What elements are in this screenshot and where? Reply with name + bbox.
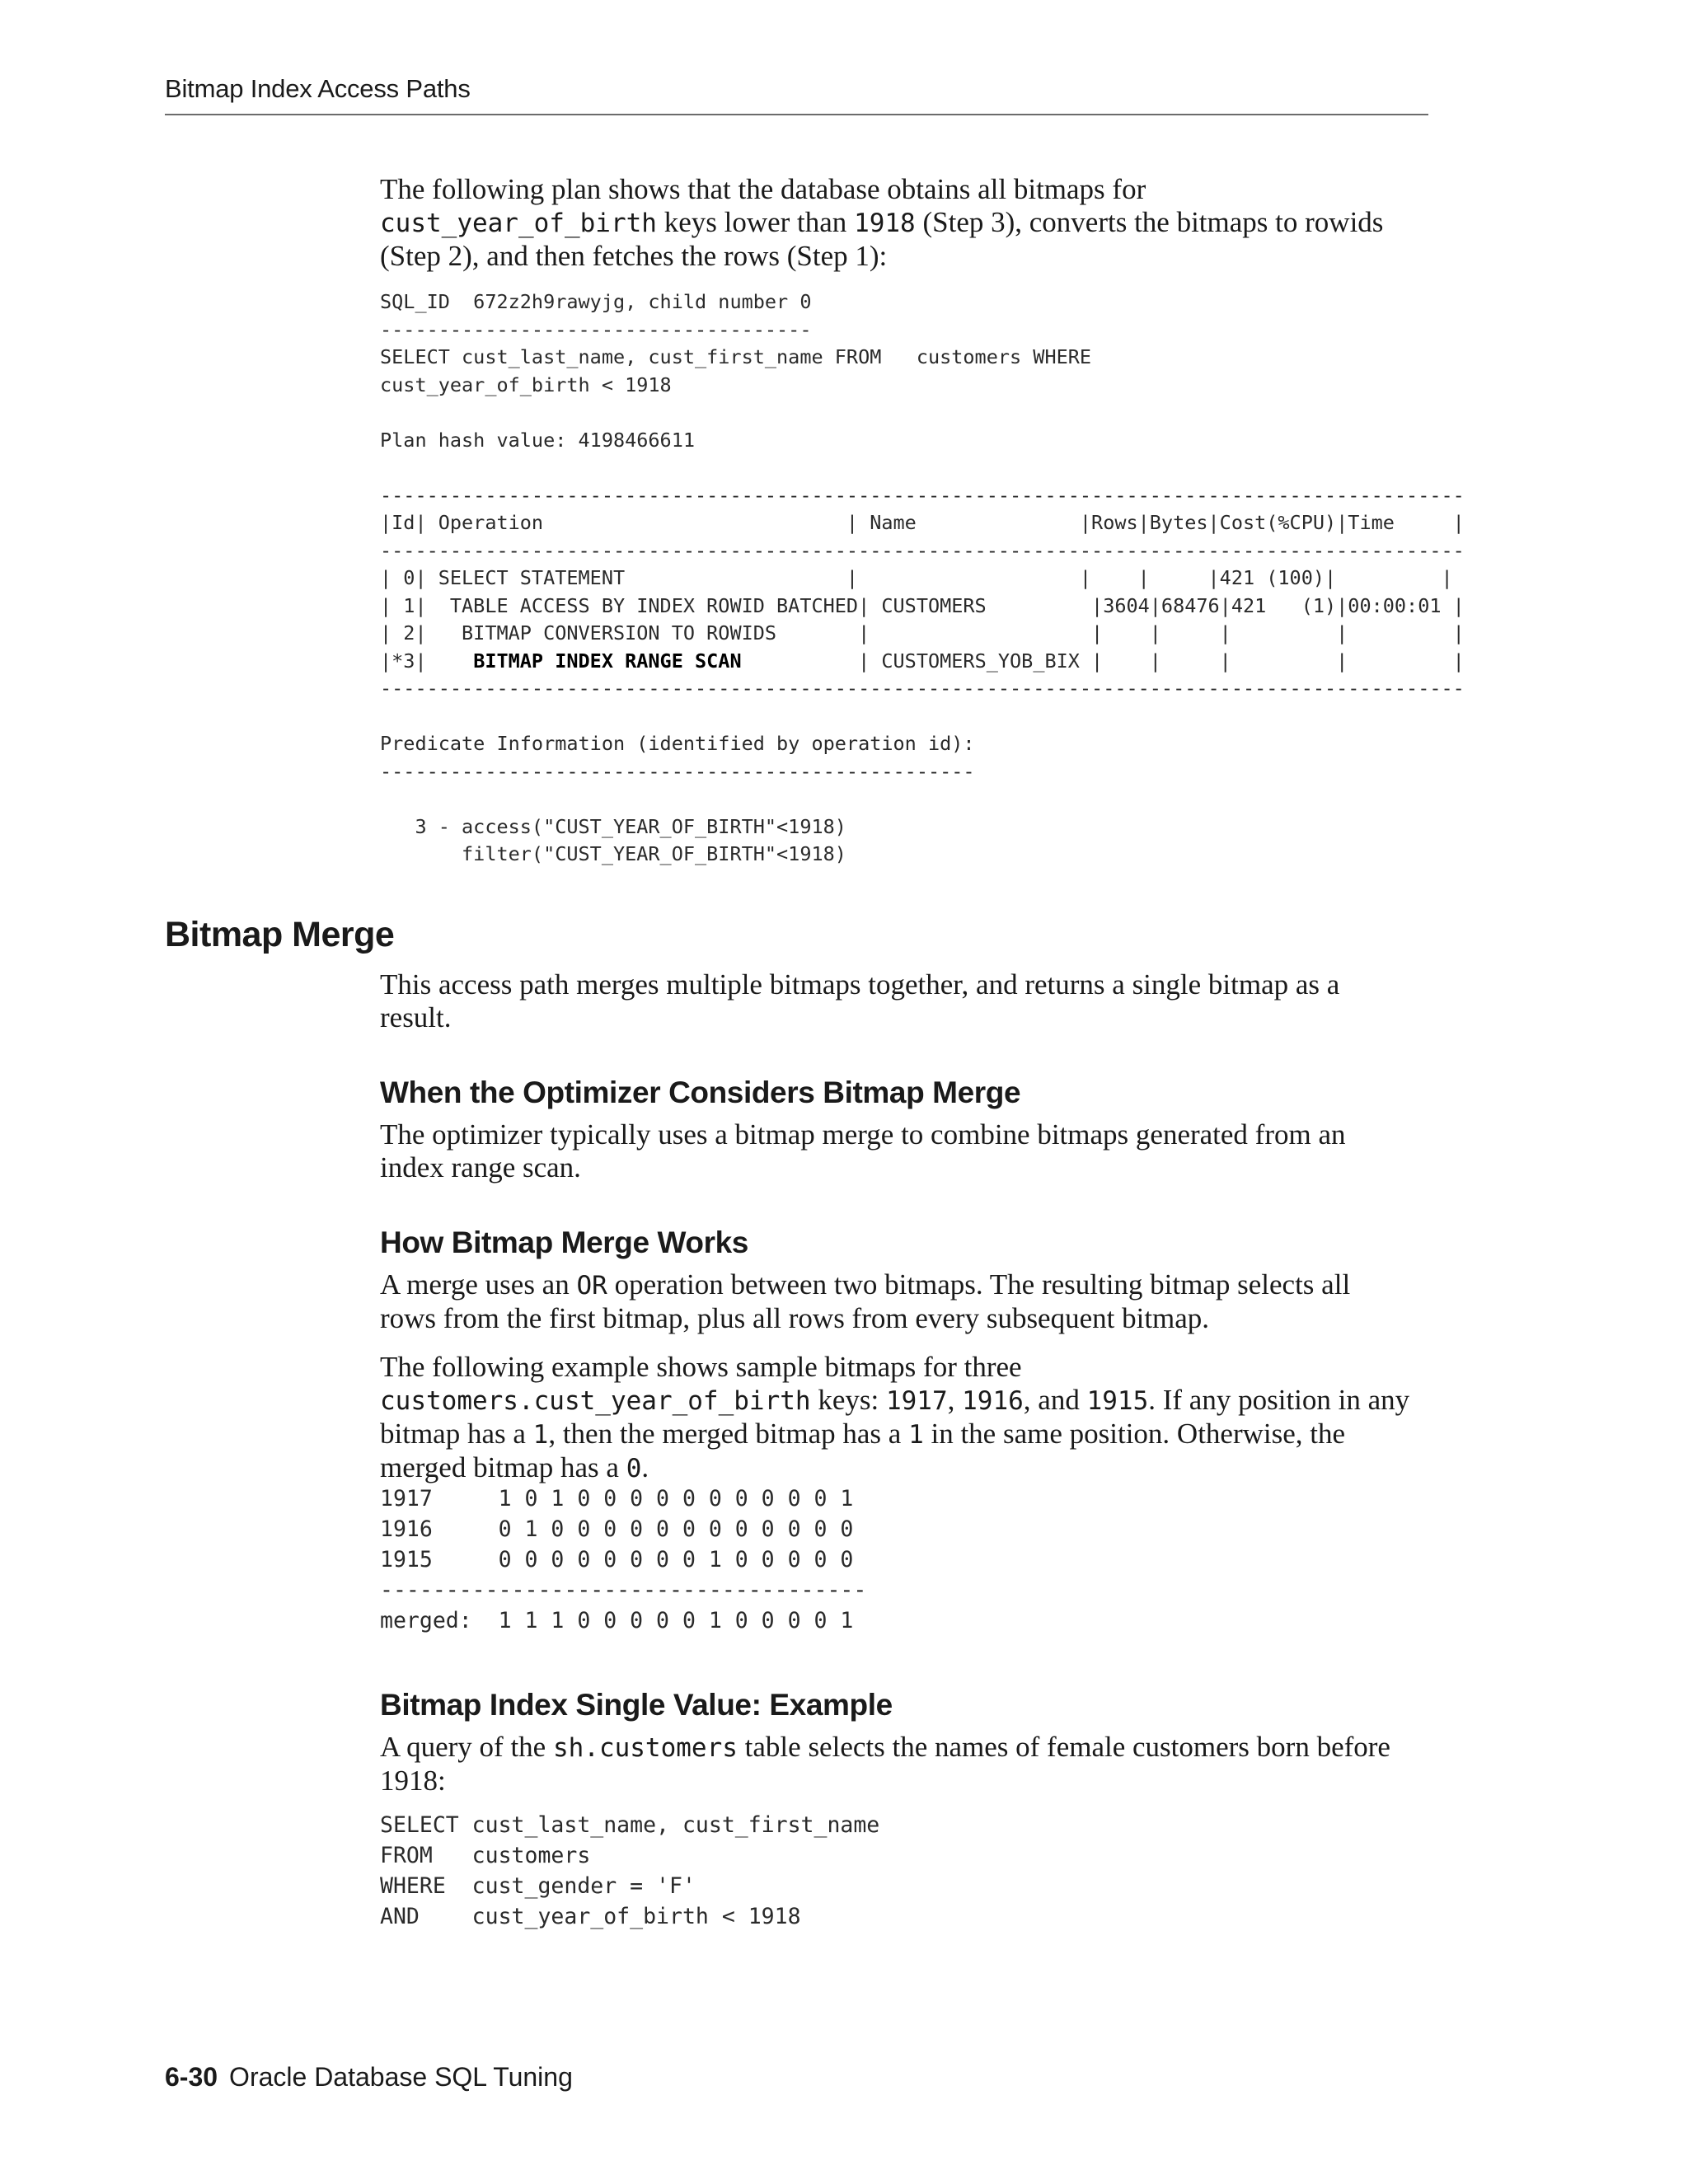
paragraph-text: operation between two bitmaps. The resulting bitmap selects all [607, 1268, 1351, 1301]
plan-line: | 2| BITMAP CONVERSION TO ROWIDS | | | | | | [380, 621, 1465, 644]
inline-code: 1918 [854, 209, 916, 238]
plan-line: Plan hash value: 4198466611 [380, 428, 696, 452]
single-value-paragraph [380, 1731, 1428, 1797]
inline-code: sh.customers [552, 1733, 738, 1763]
paragraph-text: The optimizer typically uses a bitmap merge to combine bitmaps generated from an [380, 1118, 1346, 1151]
paragraph-text: 1918: [380, 1765, 446, 1797]
plan-line: SELECT cust_last_name, cust_first_name FROM customers WHERE [380, 345, 1092, 368]
paragraph-text: in the same position. Otherwise, the [923, 1418, 1346, 1450]
paragraph-text: index range scan. [380, 1151, 581, 1183]
paragraph-text: This access path merges multiple bitmaps together, and returns a single bitmap as a [380, 968, 1340, 1001]
inline-code: 1916 [962, 1386, 1024, 1416]
paragraph-text: , [947, 1384, 963, 1416]
inline-code: 1 [532, 1420, 549, 1450]
bitmap-merge-intro [380, 968, 1428, 1034]
execution-plan-text [380, 288, 1465, 869]
plan-line: ------------------------------------- [380, 317, 812, 341]
query-line: SELECT cust_last_name, cust_first_name [380, 1812, 880, 1838]
bitmap-line: 1915 0 0 0 0 0 0 0 0 1 0 0 0 0 0 [380, 1547, 854, 1572]
subheading-single-value-example: Bitmap Index Single Value: Example [380, 1688, 893, 1722]
execution-plan-block [380, 288, 1465, 869]
plan-line: |*3| BITMAP INDEX RANGE SCAN | CUSTOMERS_YOB_BIX | | | | | [380, 649, 1465, 673]
paragraph-text: keys: [810, 1384, 886, 1416]
bitmap-line: 1916 0 1 0 0 0 0 0 0 0 0 0 0 0 0 [380, 1516, 854, 1542]
sql-query-block [380, 1810, 1428, 1932]
intro-paragraph [380, 173, 1428, 273]
paragraph-text: A query of the [380, 1731, 553, 1763]
page-footer [165, 2062, 573, 2093]
paragraph-text: , and [1023, 1384, 1087, 1416]
inline-code: 1 [908, 1420, 924, 1450]
bitmap-merge-example [380, 1483, 1428, 1636]
paragraph-text: result. [380, 1001, 452, 1033]
paragraph-text: merged bitmap has a [380, 1451, 626, 1483]
plan-line: filter("CUST_YEAR_OF_BIRTH"<1918) [380, 842, 846, 865]
highlighted-operation: BITMAP INDEX RANGE SCAN [473, 649, 742, 673]
plan-line: | 1| TABLE ACCESS BY INDEX ROWID BATCHED| CUSTOMERS |3604|68476|421 (1)|00:00:01 | [380, 593, 1465, 617]
bitmap-line: merged: 1 1 1 0 0 0 0 0 1 0 0 0 0 1 [380, 1608, 854, 1633]
paragraph-text: rows from the first bitmap, plus all rows from every subsequent bitmap. [380, 1302, 1210, 1334]
paragraph-text: table selects the names of female customers born before [737, 1731, 1390, 1763]
plan-line: --------------------------------------------------------------------------------------------- [380, 538, 1465, 562]
plan-line: |Id| Operation | Name |Rows|Bytes|Cost(%CPU)|Time | [380, 511, 1465, 534]
subheading-when-optimizer: When the Optimizer Considers Bitmap Merge [380, 1076, 1021, 1109]
query-line: WHERE cust_gender = 'F' [380, 1873, 696, 1899]
bitmap-line: ------------------------------------- [380, 1577, 867, 1603]
plan-line: SQL_ID 672z2h9rawyjg, child number 0 [380, 290, 812, 313]
bitmap-merge-example-text [380, 1483, 1428, 1636]
sql-query-text [380, 1810, 1428, 1932]
plan-line: cust_year_of_birth < 1918 [380, 373, 672, 396]
paragraph-text: The following example shows sample bitmaps for three [380, 1351, 1022, 1383]
inline-code: 1917 [885, 1386, 948, 1416]
intro-text: The following plan shows that the database obtains all bitmaps for [380, 173, 1146, 205]
inline-code: OR [576, 1271, 607, 1301]
how-merge-paragraph-1 [380, 1268, 1428, 1335]
intro-text: (Step 2), and then fetches the rows (Step 1): [380, 240, 888, 272]
inline-code: 0 [626, 1454, 642, 1483]
plan-line: --------------------------------------------------- [380, 759, 975, 783]
plan-line: 3 - access("CUST_YEAR_OF_BIRTH"<1918) [380, 814, 846, 838]
plan-line: Predicate Information (identified by operation id): [380, 732, 975, 755]
page-number: 6-30 [165, 2062, 218, 2092]
how-merge-paragraph-2 [380, 1351, 1428, 1485]
bitmap-line: 1917 1 0 1 0 0 0 0 0 0 0 0 0 0 1 [380, 1486, 854, 1511]
inline-code: customers.cust_year_of_birth [380, 1386, 811, 1416]
plan-line: --------------------------------------------------------------------------------------------- [380, 677, 1465, 700]
section-heading-bitmap-merge: Bitmap Merge [165, 915, 395, 954]
intro-text: keys lower than [656, 206, 855, 238]
paragraph-text: , then the merged bitmap has a [548, 1418, 909, 1450]
query-line: FROM customers [380, 1843, 591, 1868]
header-divider [165, 114, 1428, 115]
when-optimizer-paragraph [380, 1118, 1428, 1184]
intro-text: (Step 3), converts the bitmaps to rowids [915, 206, 1384, 238]
running-header: Bitmap Index Access Paths [165, 74, 471, 103]
plan-line: | 0| SELECT STATEMENT | | | |421 (100)| | [380, 566, 1453, 589]
query-line: AND cust_year_of_birth < 1918 [380, 1904, 801, 1929]
paragraph-text: bitmap has a [380, 1418, 533, 1450]
inline-code: cust_year_of_birth [380, 209, 657, 238]
book-title: Oracle Database SQL Tuning [229, 2062, 573, 2092]
inline-code: 1915 [1086, 1386, 1149, 1416]
paragraph-text: . If any position in any [1148, 1384, 1410, 1416]
paragraph-text: . [641, 1451, 649, 1483]
subheading-how-bitmap-merge-works: How Bitmap Merge Works [380, 1226, 748, 1259]
paragraph-text: A merge uses an [380, 1268, 577, 1301]
plan-line: --------------------------------------------------------------------------------------------- [380, 483, 1465, 507]
